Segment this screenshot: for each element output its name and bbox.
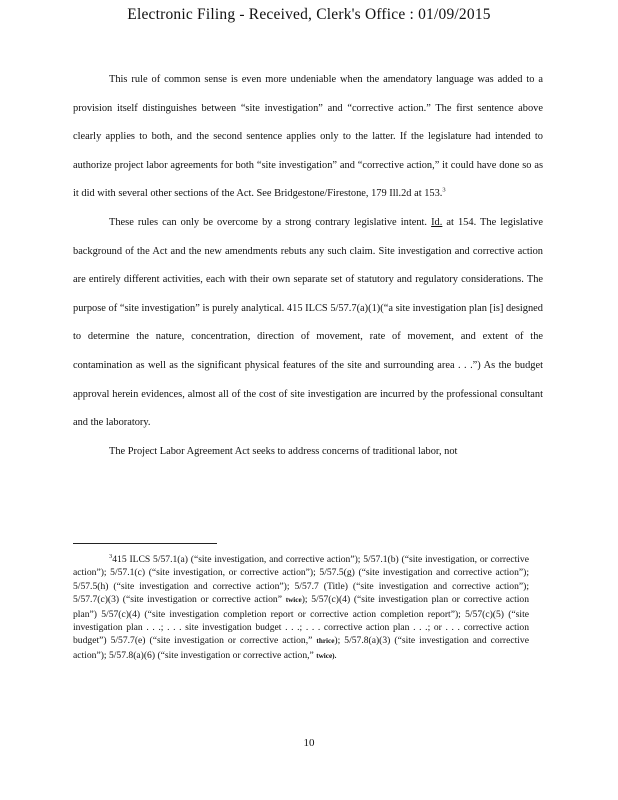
filing-stamp-header: Electronic Filing - Received, Clerk's Office : 01/09/2015 [127, 6, 491, 23]
footnote-marker: 3 [109, 552, 113, 560]
footnote-separator [73, 543, 217, 544]
page-number: 10 [303, 737, 315, 749]
footnote [73, 553, 529, 663]
paragraph-1-text: This rule of common sense is even more undeniable when the amendatory language was added to a provision itself distinguishes between “site investigation” and “corrective action.” The first sentence above clearly applies to both, and the second sentence applies only to the latter. If the legislature had intended to authorize project labor agreements for both “site investigation” and “corrective action,” it could have done so as it did with several other sections of the Act. See Bridgestone/Firestone, 179 Ill.2d at 153. [73, 74, 543, 200]
footnote-text-b: ); 5/57(c)(4) (“site investigation plan or corrective action plan”) 5/57(c)(4) (“site investigation completion report or corrective action completion report”); 5/57(c)(5) (“site investigation plan . . .; . . . site investigation budget . . .; . . . corrective action plan . . .; or . . . corrective action budget”) 5/57.7(e) (“site investigation or corrective action,” [73, 594, 530, 647]
paragraph-2-text-a: These rules can only be overcome by a strong contrary legislative intent. [109, 216, 427, 228]
paragraph-2 [73, 209, 543, 438]
footnote-thrice: thrice [316, 637, 335, 646]
document-body [73, 66, 543, 466]
footnote-twice-2: twice). [316, 651, 337, 660]
paragraph-1 [73, 66, 543, 209]
footnote-reference: 3 [442, 186, 446, 194]
footnote-text [73, 553, 529, 663]
footnote-twice-1: twice [285, 596, 302, 605]
id-citation: Id. [431, 216, 443, 228]
paragraph-3: The Project Labor Agreement Act seeks to address concerns of traditional labor, not [109, 445, 458, 457]
paragraph-2-text-b: at 154. The legislative background of the Act and the new amendments rebuts any such claim. Site investigation and corrective action are entirely different activities, each with their own separate set of statutory and regulatory considerations. The purpose of “site investigation” is purely analytical. 415 ILCS 5/57.7(a)(1)(“a site investigation plan [is] designed to determine the nature, concentration, direction of movement, rate of movement, and extent of the contamination as well as the significant physical features of the site and surrounding area . . .”) As the budget approval herein evidences, almost all of the cost of site investigation are incurred by the professional consultant and the laboratory. [73, 216, 543, 429]
footnote-text-c: ); 5/57.8(a)(3) (“site investigation and corrective action”); 5/57.8(a)(6) (“site investigation or corrective action,” [73, 635, 529, 661]
footnote-text-a: 415 ILCS 5/57.1(a) (“site investigation, and corrective action”); 5/57.1(b) (“site investigation, or corrective action”); 5/57.1(c) (“site investigation, or corrective action”); 5/57.5(g) (“site investigation and corrective action”); 5/57.5(h) (“site investigation and corrective action”); 5/57.7 (Title) (“site investigation and corrective action”); 5/57.7(c)(3) (“site investigation or corrective action” [73, 554, 529, 606]
